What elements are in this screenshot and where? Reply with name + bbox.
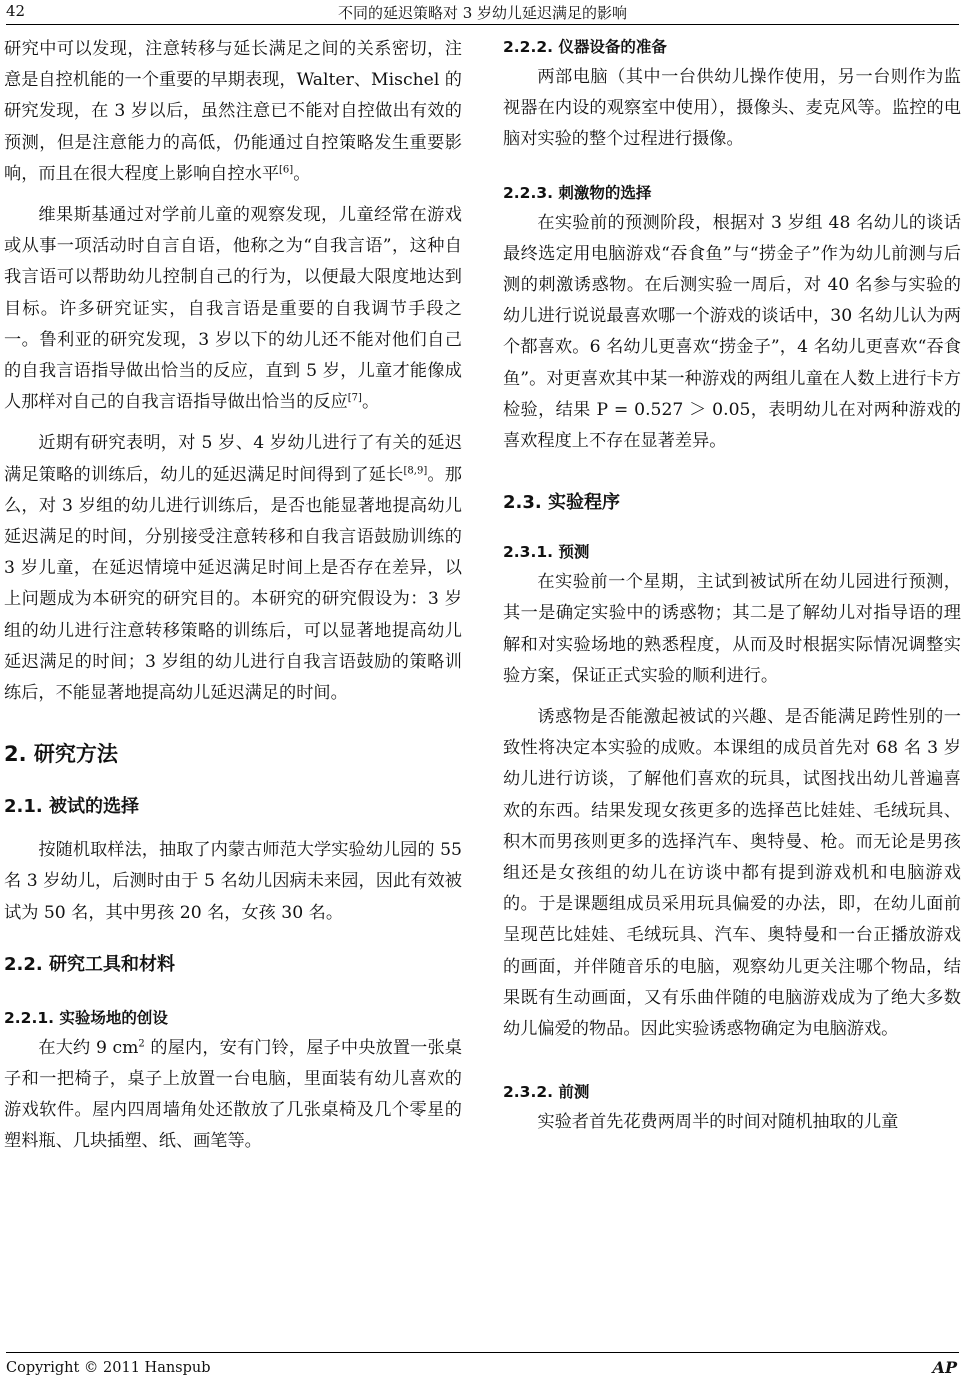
citation: [8,9]: [403, 464, 428, 476]
running-title: 不同的延迟策略对 3 岁幼儿延迟满足的影响: [337, 4, 628, 22]
copyright: Copyright © 2011 Hanspub: [6, 1360, 211, 1376]
paragraph-subjects: 按随机取样法，抽取了内蒙古师范大学实验幼儿园的 55 名 3 岁幼儿，后测时由于 5 名幼儿因病未来园，因此有效被试为 50 名，其中男孩 20 名，女孩 30 名。: [4, 840, 462, 923]
section-heading-pretest: 2.3.2. 前测: [503, 1083, 590, 1102]
paragraph-stimulus: 在实验前的预测阶段，根据对 3 岁组 48 名幼儿的谈话最终选定用电脑游戏“吞食鱼”与“捞金子”作为幼儿前测与后测的刺激诱惑物。在后测实验一周后，对 40 名参与实验的幼儿进行说说最喜欢哪一个游戏的谈话中，30 名幼儿认为两个都喜欢。6 名幼儿更喜欢“捞金子”，4 名幼儿更喜欢“吞食鱼”。对更喜欢其中某一种游戏的两组儿童在人数上进行卡方检验，结果 P = 0.527 ＞ 0.05，表明幼儿在对两种游戏的喜欢程度上不存在显著差异。: [503, 212, 961, 452]
section-heading-equipment: 2.2.2. 仪器设备的准备: [503, 38, 667, 56]
paragraph-pretest: 实验者首先花费两周半的时间对随机抽取的儿童: [537, 1112, 899, 1133]
left-column: [4, 34, 462, 1158]
paragraph-pretest-prep: 在实验前一个星期，主试到被试所在幼儿园进行预测，其一是确定实验中的诱惑物；其二是了解幼儿对指导语的理解和对实验场地的熟悉程度，从而及时根据实际情况调整实验方案，保证正式实验的顺利进行。: [503, 572, 961, 686]
citation: [7]: [347, 392, 362, 404]
footer-rule: [6, 1352, 959, 1353]
section-heading-procedure: 2.3. 实验程序: [503, 492, 620, 514]
section-heading-pretest-prep: 2.3.1. 预测: [503, 543, 590, 562]
page-number: 42: [6, 2, 26, 20]
citation: [6]: [279, 164, 294, 176]
paragraph-lure: 诱惑物是否能激起被试的兴趣、是否能满足跨性别的一致性将决定本实验的成败。本课组的成员首先对 68 名 3 岁幼儿进行访谈，了解他们喜欢的玩具，试图找出幼儿普遍喜欢的东西。结果发现女孩更多的选择芭比娃娃、毛绒玩具、积木而男孩则更多的选择汽车、奥特曼、枪。而无论是男孩组还是女孩组的幼儿在访谈中都有提到游戏机和电脑游戏的。于是课题组成员采用玩具偏爱的办法，即，在幼儿面前呈现芭比娃娃、毛绒玩具、汽车、奥特曼和一台正播放游戏的画面，并伴随音乐的电脑，观察幼儿更关注哪个物品，结果既有生动画面，又有乐曲伴随的电脑游戏成为了绝大多数幼儿偏爱的物品。因此实验诱惑物确定为电脑游戏。: [503, 707, 961, 1040]
section-heading-materials: 2.2. 研究工具和材料: [4, 953, 175, 975]
section-heading-subjects: 2.1. 被试的选择: [4, 796, 139, 818]
section-heading-methods: 2. 研究方法: [4, 742, 118, 767]
right-column: [503, 34, 961, 1138]
section-heading-stimulus: 2.2.3. 刺激物的选择: [503, 183, 652, 202]
paragraph-attention: 研究中可以发现，注意转移与延长满足之间的关系密切，注意是自控机能的一个重要的早期表现，Walter、Mischel 的研究发现，在 3 岁以后，虽然注意已不能对自控做出有效的预测，但是注意能力的高低，仍能通过自控策略发生重要影响，而且在很大程度上影响自控水平[6]。: [4, 39, 462, 184]
section-heading-site: 2.2.1. 实验场地的创设: [4, 1008, 168, 1027]
header-rule: [6, 24, 959, 25]
paragraph-equipment: 两部电脑（其中一台供幼儿操作使用，另一台则作为监视器在内设的观察室中使用），摄像头、麦克风等。监控的电脑对实验的整个过程进行摄像。: [503, 67, 961, 150]
page-footer: [0, 1350, 965, 1386]
paragraph-hypothesis: 近期有研究表明，对 5 岁、4 岁幼儿进行了有关的延迟满足策略的训练后，幼儿的延迟满足时间得到了延长[8,9]。那么，对 3 岁组的幼儿进行训练后，是否也能显著地提高幼儿延迟满足的时间，分别接受注意转移和自我言语鼓励训练的 3 岁儿童，在延迟情境中延迟满足时间上是否存在差异，以上问题成为本研究的研究目的。本研究的研究假设为：3 岁组的幼儿进行注意转移策略的训练后，可以显著地提高幼儿延迟满足的时间；3 岁组的幼儿进行自我言语鼓励的策略训练后，不能显著地提高幼儿延迟满足的时间。: [4, 433, 462, 704]
paragraph-site: 在大约 9 $cm^2$ 的屋内，安有门铃，屋子中央放置一张桌子和一把椅子，桌子上放置一台电脑，里面装有幼儿喜欢的游戏软件。屋内四周墙角处还散放了几张桌椅及几个零星的塑料瓶、几块插塑、纸、画笔等。: [4, 1037, 462, 1152]
paragraph-self-speech: 维果斯基通过对学前儿童的观察发现，儿童经常在游戏或从事一项活动时自言自语，他称之为“自我言语”，这种自我言语可以帮助幼儿控制自己的行为，以便最大限度地达到目标。许多研究证实，自我言语是重要的自我调节手段之一。鲁利亚的研究发现，3 岁以下的幼儿还不能对他们自己的自我言语指导做出恰当的反应，直到 5 岁，儿童才能像成人那样对自己的自我言语指导做出恰当的反应[7]。: [4, 205, 462, 413]
page-header: [0, 0, 965, 26]
journal-abbrev: AP: [932, 1358, 957, 1377]
